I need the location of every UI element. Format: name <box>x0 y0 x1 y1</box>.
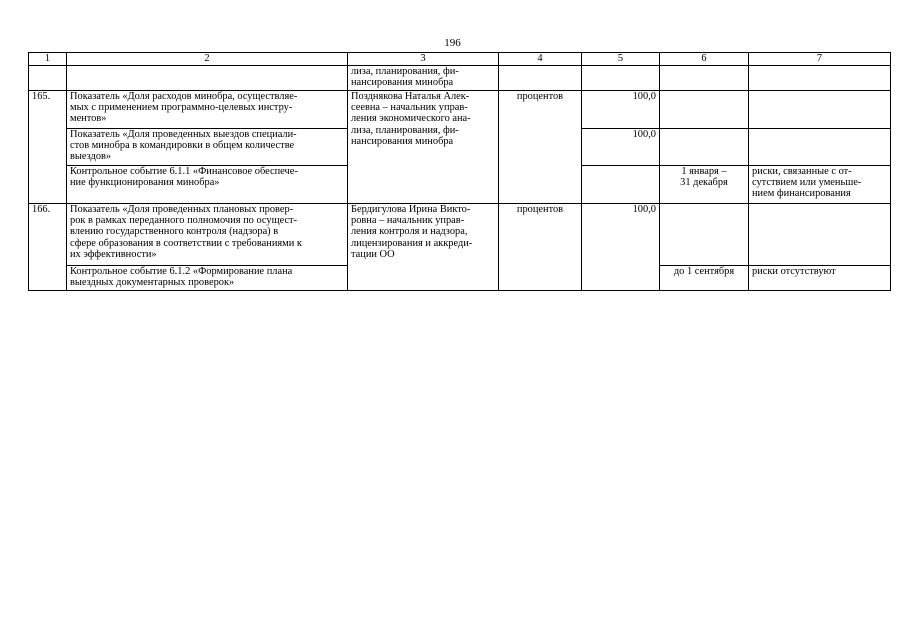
control-event-text: Контрольное событие 6.1.2 «Формирование плана выездных документарных проверок» <box>67 266 348 291</box>
value-cell-empty <box>582 166 660 204</box>
continuation-cell-2 <box>67 66 348 91</box>
risks-cell: риски отсутствуют <box>749 266 891 291</box>
header-col-4: 4 <box>499 53 582 66</box>
unit-cell: процентов <box>499 204 582 266</box>
header-col-1: 1 <box>29 53 67 66</box>
period-cell: 1 января – 31 декабря <box>660 166 749 204</box>
unit-cell-continued <box>499 266 582 291</box>
page-number: 196 <box>444 37 461 49</box>
header-col-7: 7 <box>749 53 891 66</box>
continuation-cell-6 <box>660 66 749 91</box>
risks-cell: риски, связанные с от- сутствием или уменьше- нием финансирования <box>749 166 891 204</box>
row-number: 166. <box>29 204 67 291</box>
row-number: 165. <box>29 91 67 204</box>
continuation-responsible: лиза, планирования, фи- нансирования минобра <box>348 66 499 91</box>
risks-cell-empty <box>749 91 891 129</box>
value-cell: 100,0 <box>582 204 660 266</box>
continuation-cell-7 <box>749 66 891 91</box>
header-col-3: 3 <box>348 53 499 66</box>
period-cell-empty <box>660 91 749 129</box>
period-cell: до 1 сентября <box>660 266 749 291</box>
indicator-text: Показатель «Доля проведенных выездов специали- стов минобра в командировки в общем количестве выездов» <box>67 129 348 166</box>
continuation-cell-4 <box>499 66 582 91</box>
value-cell-continued <box>582 266 660 291</box>
indicator-text: Показатель «Доля расходов минобра, осуществляе- мых с применением программно-целевых инстру- ментов» <box>67 91 348 129</box>
control-event-text: Контрольное событие 6.1.1 «Финансовое обеспече- ние функционирования минобра» <box>67 166 348 204</box>
unit-cell: процентов <box>499 91 582 129</box>
indicator-text: Показатель «Доля проведенных плановых провер- рок в рамках переданного полномочия по осущест- влению государственного контроля (надзора) в сфере образования в соответствии с требованиями к их эффективности» <box>67 204 348 266</box>
period-cell-empty <box>660 204 749 266</box>
value-cell: 100,0 <box>582 129 660 166</box>
header-col-2: 2 <box>67 53 348 66</box>
risks-cell-empty <box>749 204 891 266</box>
period-cell-empty <box>660 129 749 166</box>
unit-cell-continued <box>499 129 582 166</box>
header-col-6: 6 <box>660 53 749 66</box>
continuation-cell-1 <box>29 66 67 91</box>
continuation-row <box>29 66 891 91</box>
table-row-166-a <box>29 204 891 266</box>
unit-cell-continued <box>499 166 582 204</box>
continuation-cell-5 <box>582 66 660 91</box>
value-cell: 100,0 <box>582 91 660 129</box>
responsible-person: Позднякова Наталья Алек- сеевна – начальник управ- ления экономического ана- лиза, планирования, фи- нансирования минобра <box>348 91 499 204</box>
plan-table <box>28 52 891 291</box>
table-row-165-a <box>29 91 891 129</box>
header-row <box>29 53 891 66</box>
responsible-person: Бердигулова Ирина Викто- ровна – начальник управ- ления контроля и надзора, лицензирования и аккреди- тации ОО <box>348 204 499 291</box>
risks-cell-empty <box>749 129 891 166</box>
header-col-5: 5 <box>582 53 660 66</box>
